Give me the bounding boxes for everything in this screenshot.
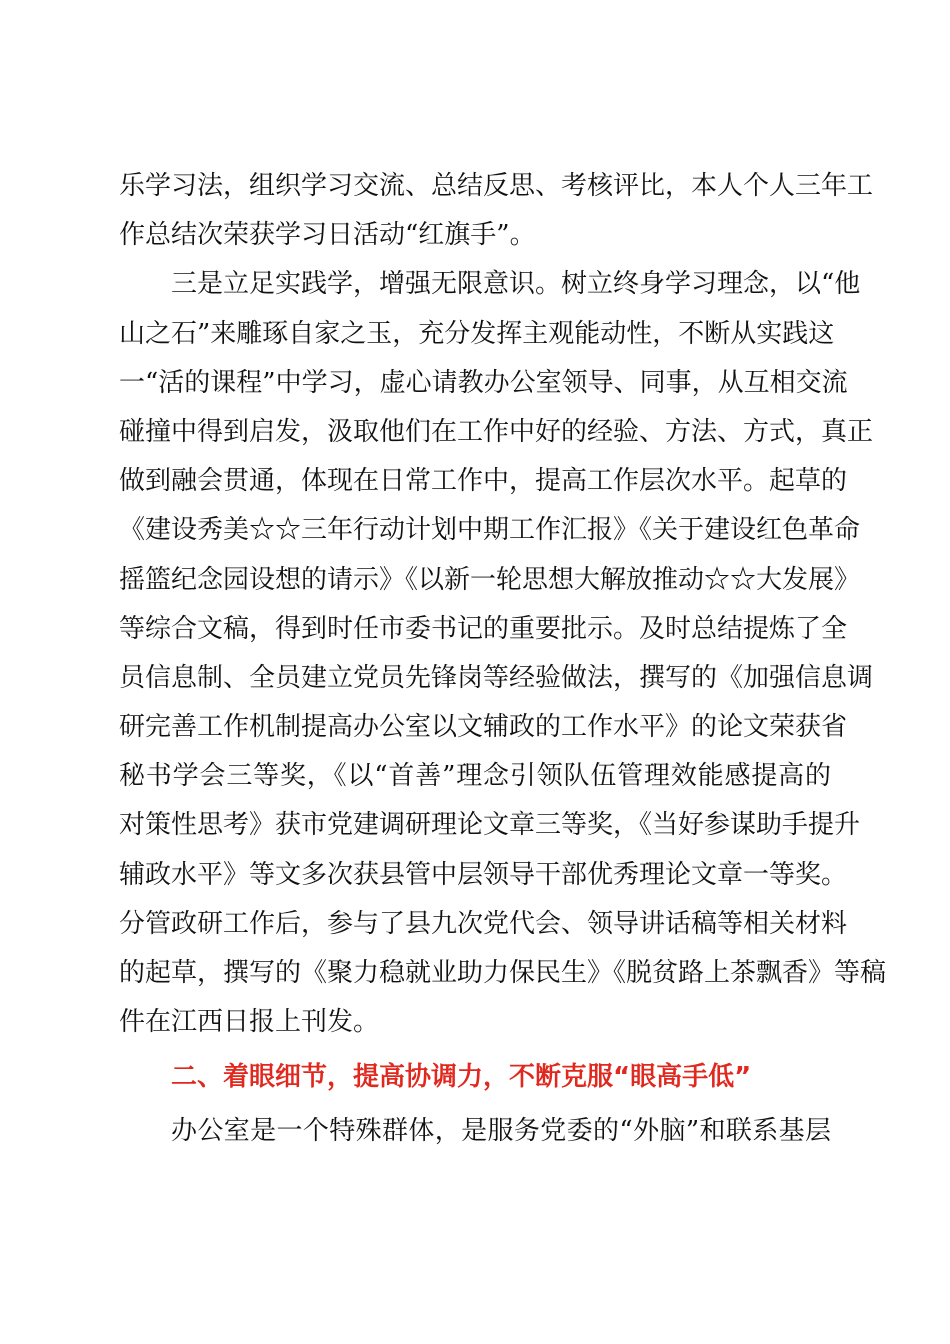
paragraph-line: 摇篮纪念园设想的请示》《以新一轮思想大解放推动☆☆大发展》	[119, 564, 861, 595]
paragraph-line: 山之石”来雕琢自家之玉，充分发挥主观能动性，不断从实践这	[119, 318, 835, 349]
paragraph-line: 的起草，撰写的《聚力稳就业助力保民生》《脱贫路上茶飘香》等稿	[119, 958, 887, 988]
section-heading: 二、着眼细节，提高协调力，不断克服“眼高手低”	[171, 1062, 752, 1093]
paragraph-line: 件在江西日报上刊发。	[119, 1007, 380, 1038]
paragraph-line: 等综合文稿，得到时任市委书记的重要批示。及时总结提炼了全	[119, 613, 848, 644]
paragraph-line: 乐学习法，组织学习交流、总结反思、考核评比，本人个人三年工	[119, 171, 874, 201]
document-body	[119, 162, 887, 1156]
paragraph-line: 秘书学会三等奖，《以“首善”理念引领队伍管理效能感提高的	[119, 761, 831, 792]
paragraph-line: 碰撞中得到启发，汲取他们在工作中好的经验、方法、方式，真正	[119, 416, 874, 447]
paragraph-line: 一“活的课程”中学习，虚心请教办公室领导、同事，从互相交流	[119, 367, 848, 398]
paragraph-line: 研完善工作机制提高办公室以文辅政的工作水平》的论文荣获省	[119, 712, 848, 743]
paragraph-line: 对策性思考》获市党建调研理论文章三等奖，《当好参谋助手提升	[119, 810, 861, 841]
paragraph-line: 员信息制、全员建立党员先锋岗等经验做法，撰写的《加强信息调	[119, 662, 874, 693]
paragraph-line: 办公室是一个特殊群体，是服务党委的“外脑”和联系基层	[171, 1115, 831, 1146]
paragraph-line: 作总结次荣获学习日活动“红旗手”。	[119, 220, 536, 251]
paragraph-line: 做到融会贯通，体现在日常工作中，提高工作层次水平。起草的	[119, 466, 848, 497]
paragraph-line: 辅政水平》等文多次获县管中层领导干部优秀理论文章一等奖。	[119, 859, 848, 890]
paragraph-line: 三是立足实践学，增强无限意识。树立终身学习理念，以“他	[171, 269, 861, 300]
paragraph-line: 《建设秀美☆☆三年行动计划中期工作汇报》《关于建设红色革命	[119, 515, 861, 546]
paragraph-line: 分管政研工作后，参与了县九次党代会、领导讲话稿等相关材料	[119, 908, 848, 939]
